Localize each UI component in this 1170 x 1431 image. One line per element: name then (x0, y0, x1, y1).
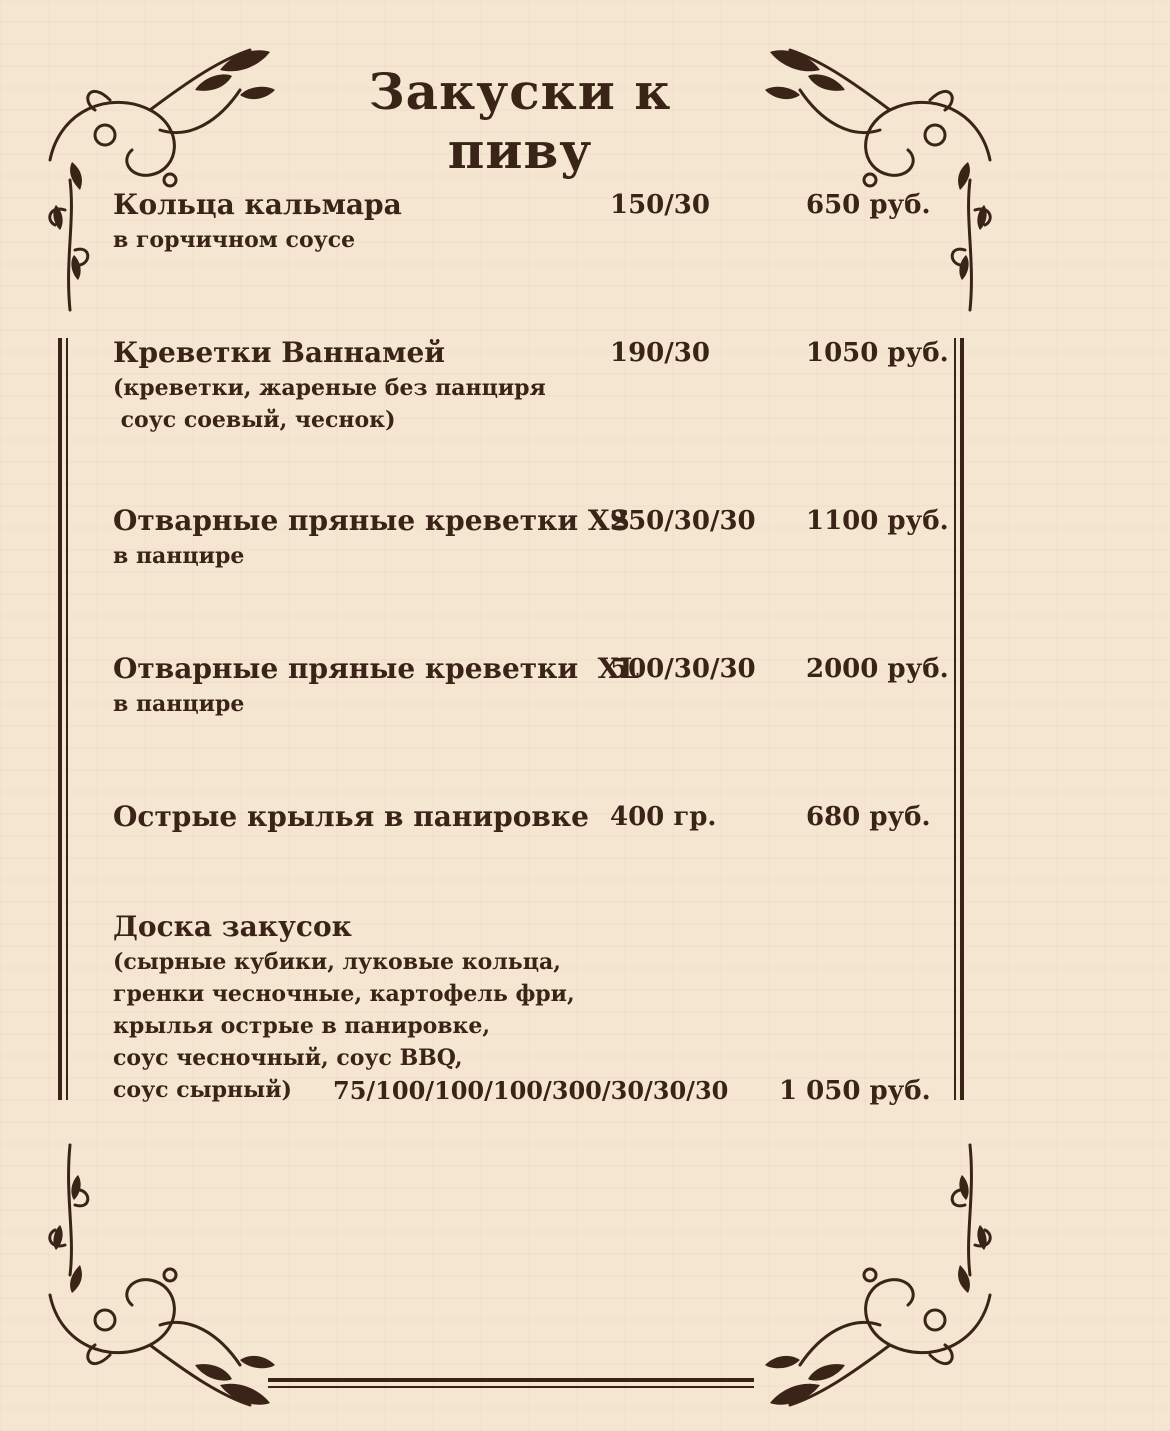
frame-right-line-inner (954, 338, 956, 1100)
page-title: Закуски к пиву (368, 62, 672, 180)
menu-item-name: Отварные пряные креветки XL (113, 652, 640, 685)
menu-item-price: 1 050 руб. (779, 1076, 931, 1106)
menu-item (113, 650, 639, 720)
menu-item-desc: соус чесночный, соус BBQ, (113, 1045, 463, 1071)
menu-item-price: 1100 руб. (806, 506, 949, 536)
menu-item (113, 798, 589, 836)
menu-item-desc: (креветки, жареные без панциря (113, 375, 546, 401)
menu-item-weight: 400 гр. (610, 802, 717, 832)
menu-item-desc: в панцире (113, 691, 245, 717)
menu-item-weight: 500/30/30 (610, 654, 756, 684)
menu-item-weight: 250/30/30 (610, 506, 756, 536)
frame-right-line-outer (960, 338, 964, 1100)
menu-item-weight: 150/30 (610, 190, 710, 220)
corner-ornament-bottom-right-icon (720, 1105, 1020, 1425)
menu-item-price: 2000 руб. (806, 654, 949, 684)
menu-item-weight: 75/100/100/100/300/30/30/30 (333, 1076, 729, 1105)
frame-bottom-line-bottom (268, 1386, 754, 1388)
menu-item-price: 680 руб. (806, 802, 931, 832)
menu-item-price: 650 руб. (806, 190, 931, 220)
menu-item (113, 334, 546, 436)
menu-item-desc: соус сырный) (113, 1077, 292, 1103)
frame-left-line-inner (66, 338, 68, 1100)
frame-bottom-line-top (268, 1378, 754, 1382)
menu-item-price: 1050 руб. (806, 338, 949, 368)
frame-left-line-outer (58, 338, 62, 1100)
menu-item-desc: крылья острые в панировке, (113, 1013, 491, 1039)
menu-item-name: Креветки Ваннамей (113, 336, 446, 369)
corner-ornament-bottom-left-icon (20, 1105, 320, 1425)
menu-item-desc: (сырные кубики, луковые кольца, (113, 949, 561, 975)
menu-item-desc: в горчичном соусе (113, 227, 356, 253)
menu-item-desc: в панцире (113, 543, 245, 569)
menu-item (113, 186, 402, 256)
menu-item (113, 502, 630, 572)
menu-item-weight: 190/30 (610, 338, 710, 368)
menu-item-name: Острые крылья в панировке (113, 800, 589, 833)
menu-item-name: Отварные пряные креветки XS (113, 504, 630, 537)
menu-item-desc: гренки чесночные, картофель фри, (113, 981, 575, 1007)
menu-item-name: Кольца кальмара (113, 188, 402, 221)
menu-item-name: Доска закусок (113, 910, 352, 943)
menu-item-desc: соус соевый, чеснок) (113, 407, 396, 433)
